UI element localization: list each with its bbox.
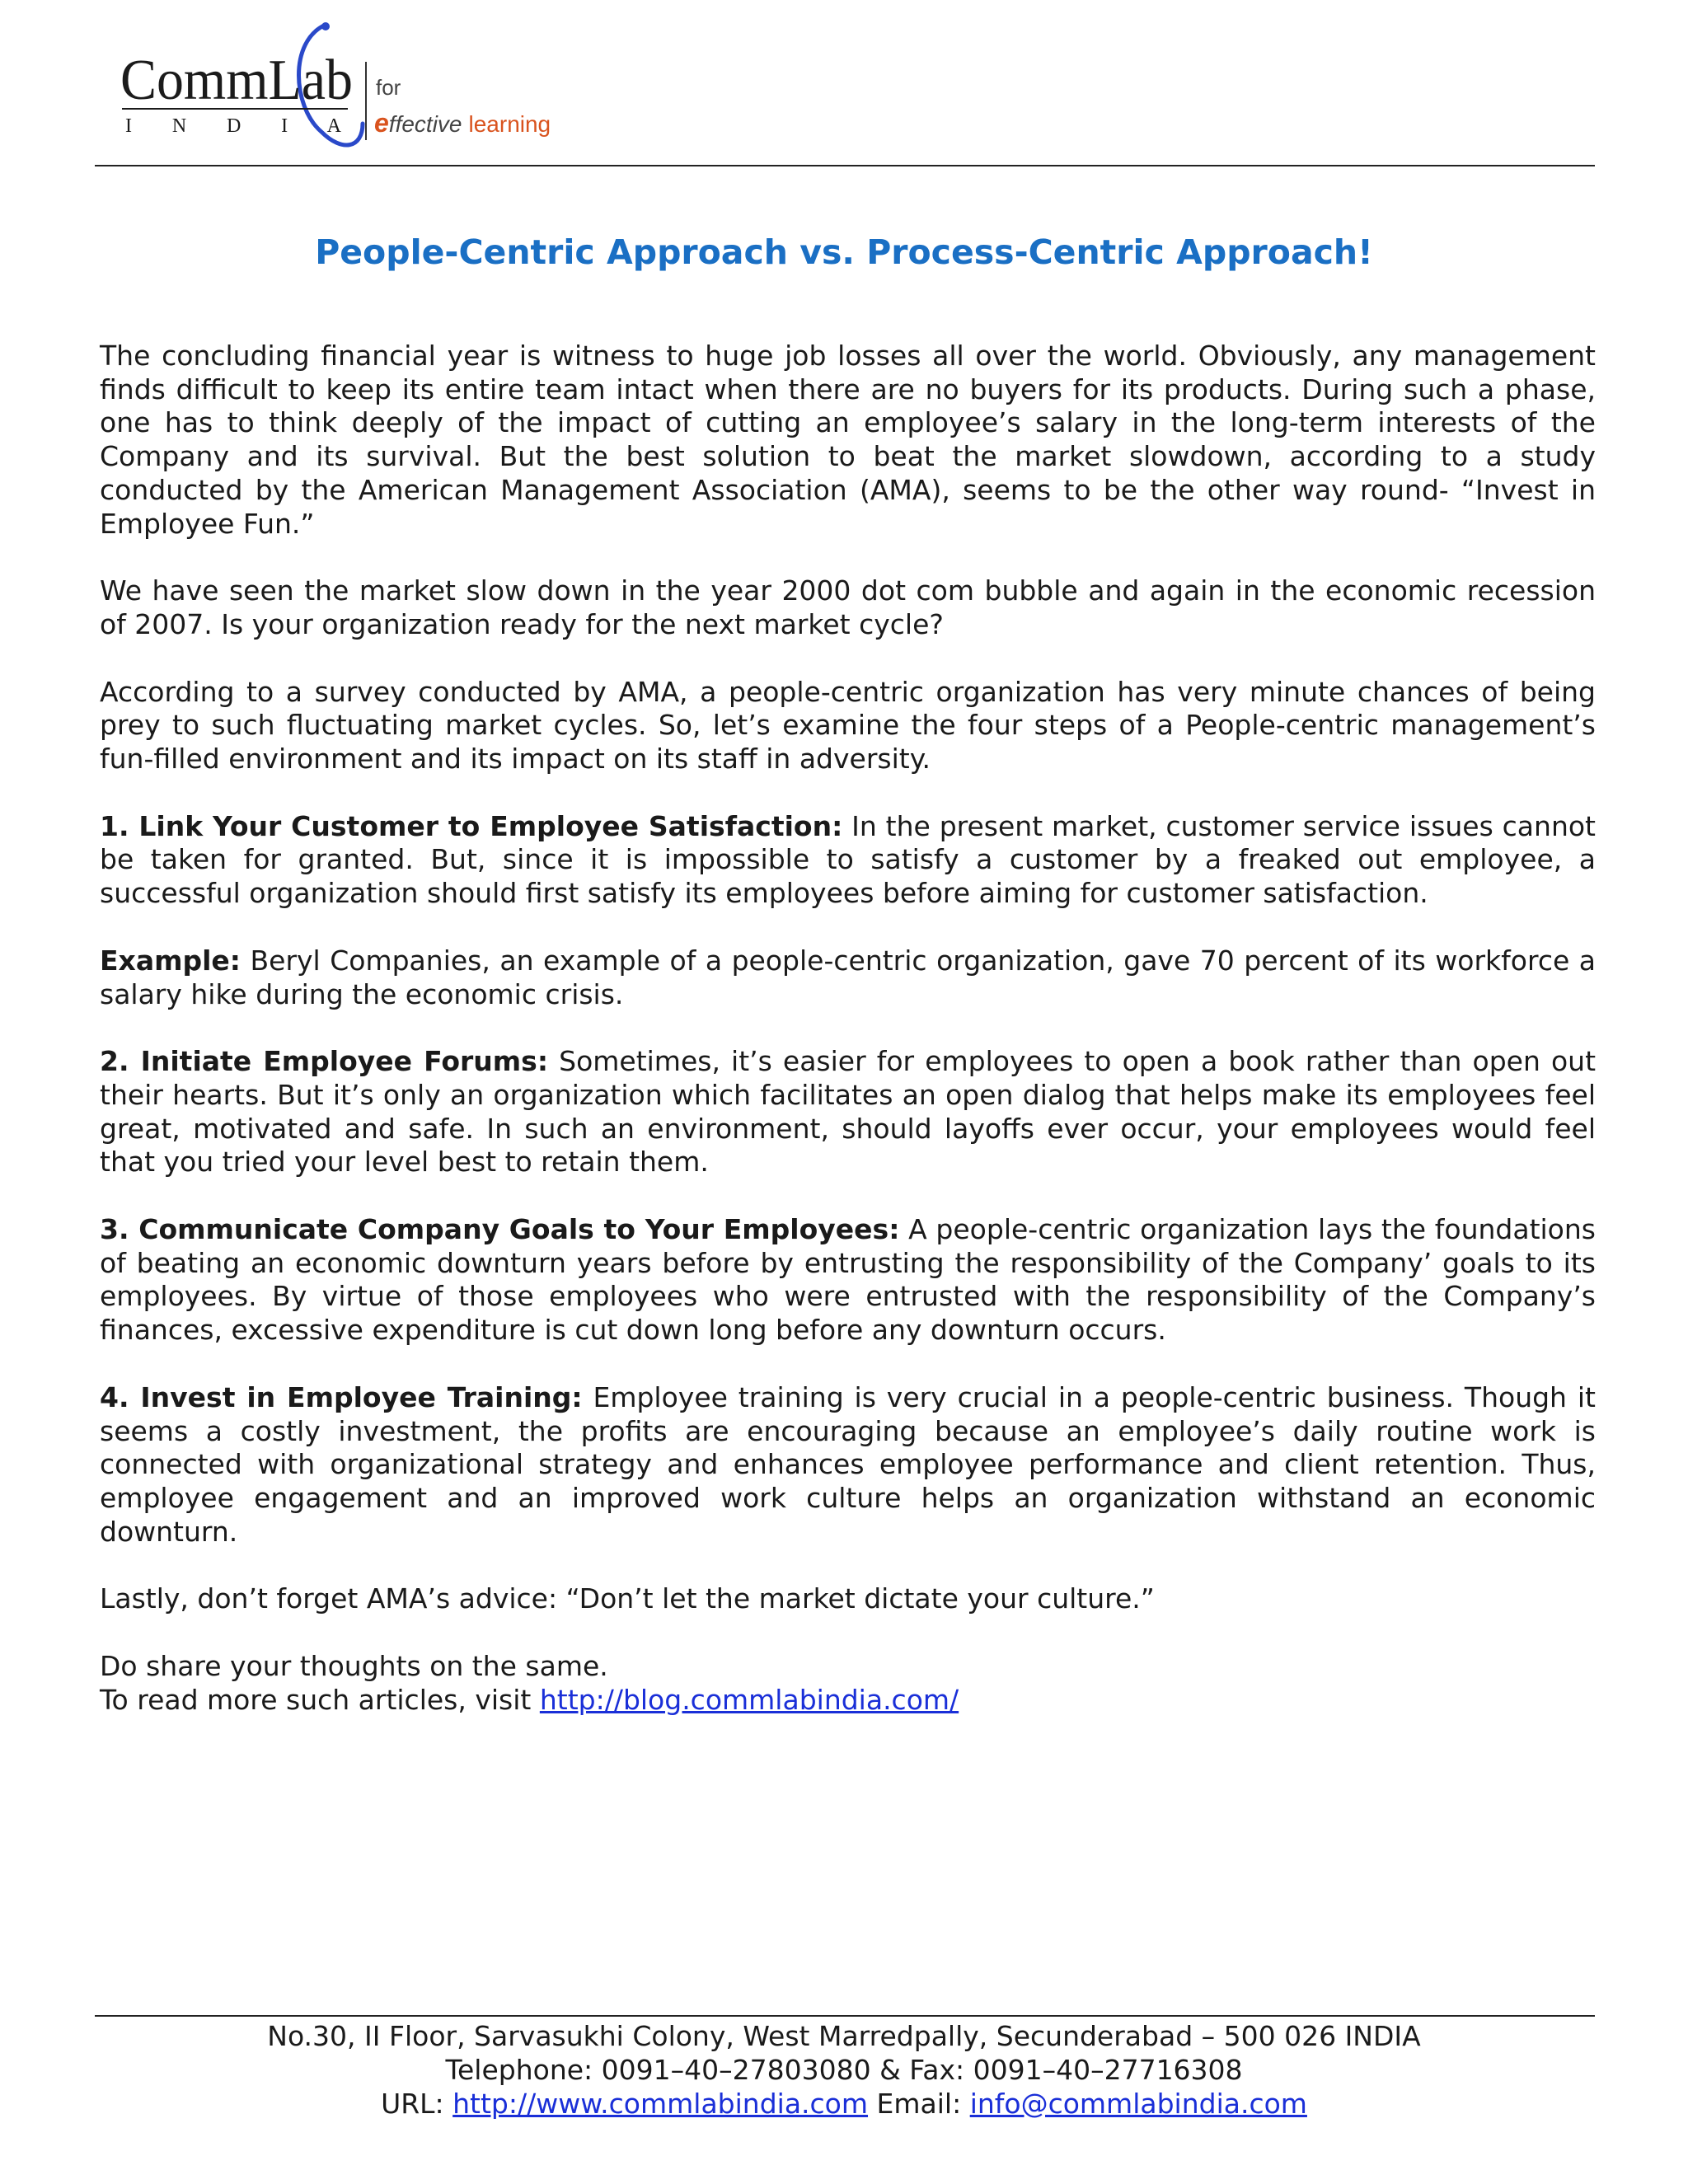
footer-url-label: URL: [381,2088,453,2120]
footer-phone: Telephone: 0091–40–27803080 & Fax: 0091–40–27716308 [445,2054,1243,2086]
step-2 [100,1045,1596,1179]
step-2-text: Sometimes, it’s easier for employees to open a book rather than open out their hearts. But it’s only an organization which facilitates an open dialog that helps make its employees feel great, motivated and safe. In such an environment, should layoffs ever occur, your employees would feel that you tried your level best to retain them. [100,1045,1597,1179]
footer [0,2019,1688,2121]
footer-divider [95,2015,1595,2017]
example [100,944,1596,1011]
header-divider [95,165,1595,166]
website-link[interactable]: http://www.commlabindia.com [452,2088,869,2120]
example-text: Beryl Companies, an example of a people-centric organization, gave 70 percent of its workforce a salary hike during the economic crisis. [100,944,1596,1010]
tagline-e: e [374,108,389,138]
logo-sub: I N D I A [125,115,341,137]
step-4 [100,1381,1596,1549]
footer-email-label: Email: [868,2088,970,2120]
paragraph-intro: The concluding financial year is witness to huge job losses all over the world. Obviously, any management finds difficult to keep its entire team intact when there are no buyers for its products. During such a phase, one has to think deeply of the impact of cutting an employee’s salary in the long-term interests of the Company and its survival. But the best solution to beat the market slowdown, according to a study conducted by the American Management Association (AMA), seems to be the other way round- “Invest in Employee Fun.” [100,340,1596,540]
commlab-logo [115,16,577,165]
tagline-for: for [376,75,401,100]
paragraph-lastly: Lastly, don’t forget AMA’s advice: “Don’t let the market dictate your culture.” [100,1582,1155,1615]
footer-links [0,2087,1688,2121]
logo-dot [321,22,330,30]
step-1-heading: 1. Link Your Customer to Employee Satisfaction: [100,809,843,842]
step-3-heading: 3. Communicate Company Goals to Your Employees: [100,1213,900,1246]
read-more-text: To read more such articles, visit [100,1683,540,1716]
paragraph-survey: According to a survey conducted by AMA, a people-centric organization has very minute chances of being prey to such fluctuating market cycles. So, let’s examine the four steps of a People-centric management’s fun-filled environment and its impact on its staff in adversity. [100,675,1596,776]
example-heading: Example: [100,944,241,977]
paragraph-market: We have seen the market slow down in the year 2000 dot com bubble and again in the economic recession of 2007. Is your organization ready for the next market cycle? [100,574,1596,640]
step-4-heading: 4. Invest in Employee Training: [100,1380,583,1413]
step-2-heading: 2. Initiate Employee Forums: [100,1045,549,1078]
paragraph-read-more [100,1684,1596,1718]
email-link[interactable]: info@commlabindia.com [969,2088,1307,2120]
footer-address: No.30, II Floor, Sarvasukhi Colony, West Marredpally, Secunderabad – 500 026 INDIA [267,2020,1421,2052]
paragraph-share: Do share your thoughts on the same. [100,1650,608,1683]
article-body [100,340,1596,1718]
tagline [374,108,551,138]
step-1-text: In the present market, customer service issues cannot be taken for granted. But, since it is impossible to satisfy a customer by a freaked out employee, a successful organization should first satisfy its employees before aiming for customer satisfaction. [100,809,1596,910]
step-3-text: A people-centric organization lays the foundations of beating an economic downturn years before by entrusting the responsibility of the Company’ goals to its employees. By virtue of those employees who were entrusted with the responsibility of the Company’s finances, excessive expenditure is cut down long before any downturn occurs. [100,1213,1596,1347]
logo-name: CommLab [120,49,353,112]
page-title: People-Centric Approach vs. Process-Centric Approach! [315,232,1373,272]
step-1 [100,810,1596,911]
step-3 [100,1213,1596,1347]
tagline-learning: learning [468,111,551,137]
blog-link[interactable]: http://blog.commlabindia.com/ [539,1683,959,1716]
tagline-ffective: ffective [388,111,462,137]
step-4-text: Employee training is very crucial in a people-centric business. Though it seems a costly investment, the profits are encouraging because an employee’s daily routine work is connected with organizational strategy and enhances employee performance and client retention. Thus, employee engagement and an improved work culture helps an organization withstand an economic downturn. [100,1380,1596,1548]
